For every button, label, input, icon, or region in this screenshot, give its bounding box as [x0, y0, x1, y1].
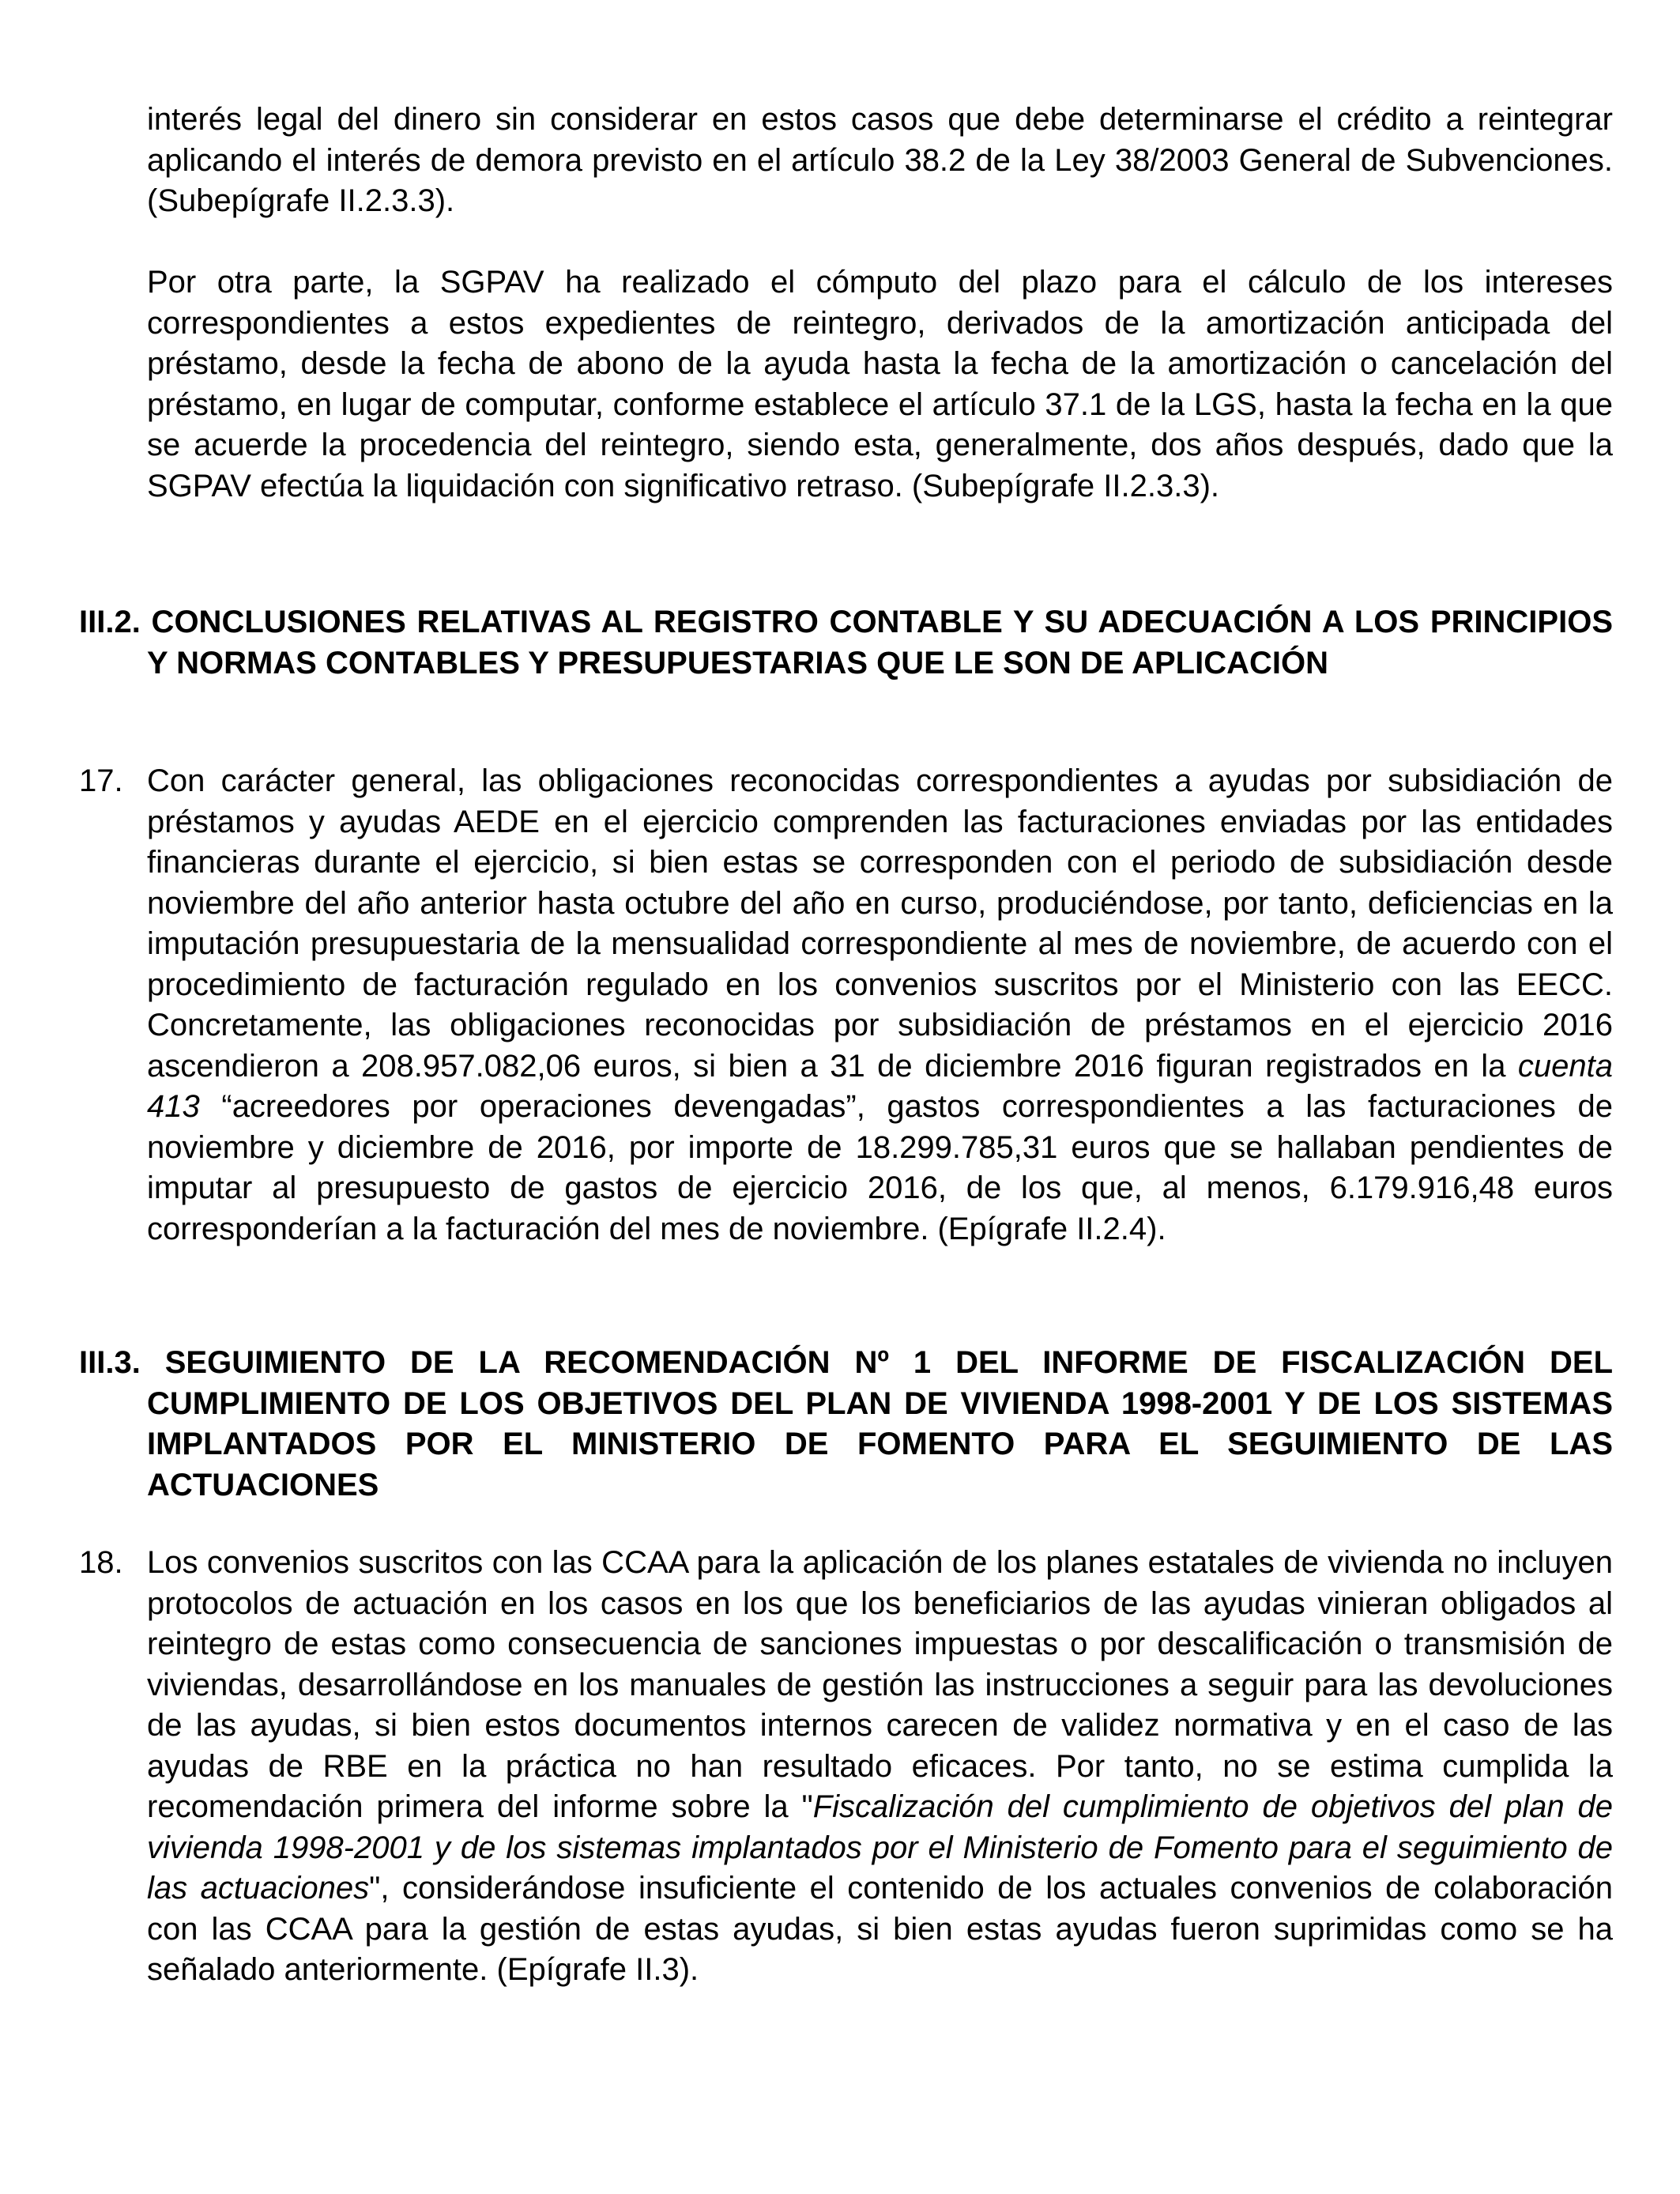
section-heading-iii-2-text: III.2. CONCLUSIONES RELATIVAS AL REGISTRO CONTABLE Y SU ADECUACIÓN A LOS PRINCIPIOS Y NORMAS CONTABLES Y PRESUPUESTARIAS QUE LE SON DE APLICACIÓN [79, 605, 1613, 680]
item-17-italic: cuenta 413 [147, 1048, 1613, 1124]
item-17-text [147, 761, 1613, 1250]
other-paragraph: Por otra parte, la SGPAV ha realizado el cómputo del plazo para el cálculo de los intereses correspondientes a estos expedientes de reintegro, derivados de la amortización anticipada del préstamo, desde la fecha de abono de la ayuda hasta la fecha de la amortización o cancelación del préstamo, en lugar de computar, conforme establece el artículo 37.1 de la LGS, hasta la fecha en la que se acuerde la procedencia del reintegro, siendo esta, generalmente, dos años después, dado que la SGPAV efectúa la liquidación con significativo retraso. (Subepígrafe II.2.3.3). [147, 265, 1613, 503]
item-17-text-a: Con carácter general, las obligaciones reconocidas correspondientes a ayudas por subsidiación de préstamos y ayudas AEDE en el ejercicio comprenden las facturaciones enviadas por las entidades financieras durante el ejercicio, si bien estas se corresponden con el periodo de subsidiación desde noviembre del año anterior hasta octubre del año en curso, produciéndose, por tanto, deficiencias en la imputación presupuestaria de la mensualidad correspondiente al mes de noviembre, de acuerdo con el procedimiento de facturación regulado en los convenios suscritos por el Ministerio con las EECC. Concretamente, las obligaciones reconocidas por subsidiación de préstamos en el ejercicio 2016 ascendieron a 208.957.082,06 euros, si bien a 31 de diciembre 2016 figuran registrados en la [147, 763, 1613, 1084]
item-18-text-b: ", considerándose insuficiente el contenido de los actuales convenios de colaboración con las CCAA para la gestión de estas ayudas, si bien estas ayudas fueron suprimidas como se ha señalado anteriormente. (Epígrafe II.3). [147, 1871, 1613, 1987]
intro-paragraph: interés legal del dinero sin considerar en estos casos que debe determinarse el crédito a reintegrar aplicando el interés de demora previsto en el artículo 38.2 de la Ley 38/2003 General de Subvenciones. (Subepígrafe II.2.3.3). [147, 102, 1613, 218]
item-18-number: 18. [79, 1545, 123, 1580]
item-18-italic: Fiscalización del cumplimiento de objetivos del plan de vivienda 1998-2001 y de los sistemas implantados por el Ministerio de Fomento para el seguimiento de las actuaciones [147, 1789, 1613, 1906]
item-17-text-b: “acreedores por operaciones devengadas”, gastos correspondientes a las facturaciones de noviembre y diciembre de 2016, por importe de 18.299.785,31 euros que se hallaban pendientes de imputar al presupuesto de gastos de ejercicio 2016, de los que, al menos, 6.179.916,48 euros corresponderían a la facturación del mes de noviembre. (Epígrafe II.2.4). [147, 1089, 1613, 1246]
item-18-text-a: Los convenios suscritos con las CCAA para la aplicación de los planes estatales de vivienda no incluyen protocolos de actuación en los casos en los que los beneficiarios de las ayudas vinieran obligados al reintegro de estas como consecuencia de sanciones impuestas o por descalificación o transmisión de viviendas, desarrollándose en los manuales de gestión las instrucciones a seguir para las devoluciones de las ayudas, si bien estos documentos internos carecen de validez normativa y en el caso de las ayudas de RBE en la práctica no han resultado eficaces. Por tanto, no se estima cumplida la recomendación primera del informe sobre la " [147, 1545, 1613, 1824]
section-heading-iii-3-text: III.3. SEGUIMIENTO DE LA RECOMENDACIÓN Nº 1 DEL INFORME DE FISCALIZACIÓN DEL CUMPLIMIENTO DE LOS OBJETIVOS DEL PLAN DE VIVIENDA 1998-2001 Y DE LOS SISTEMAS IMPLANTADOS POR EL MINISTERIO DE FOMENTO PARA EL SEGUIMIENTO DE LAS ACTUACIONES [79, 1345, 1613, 1502]
item-18-text [147, 1543, 1613, 1991]
item-17-number: 17. [79, 763, 123, 798]
